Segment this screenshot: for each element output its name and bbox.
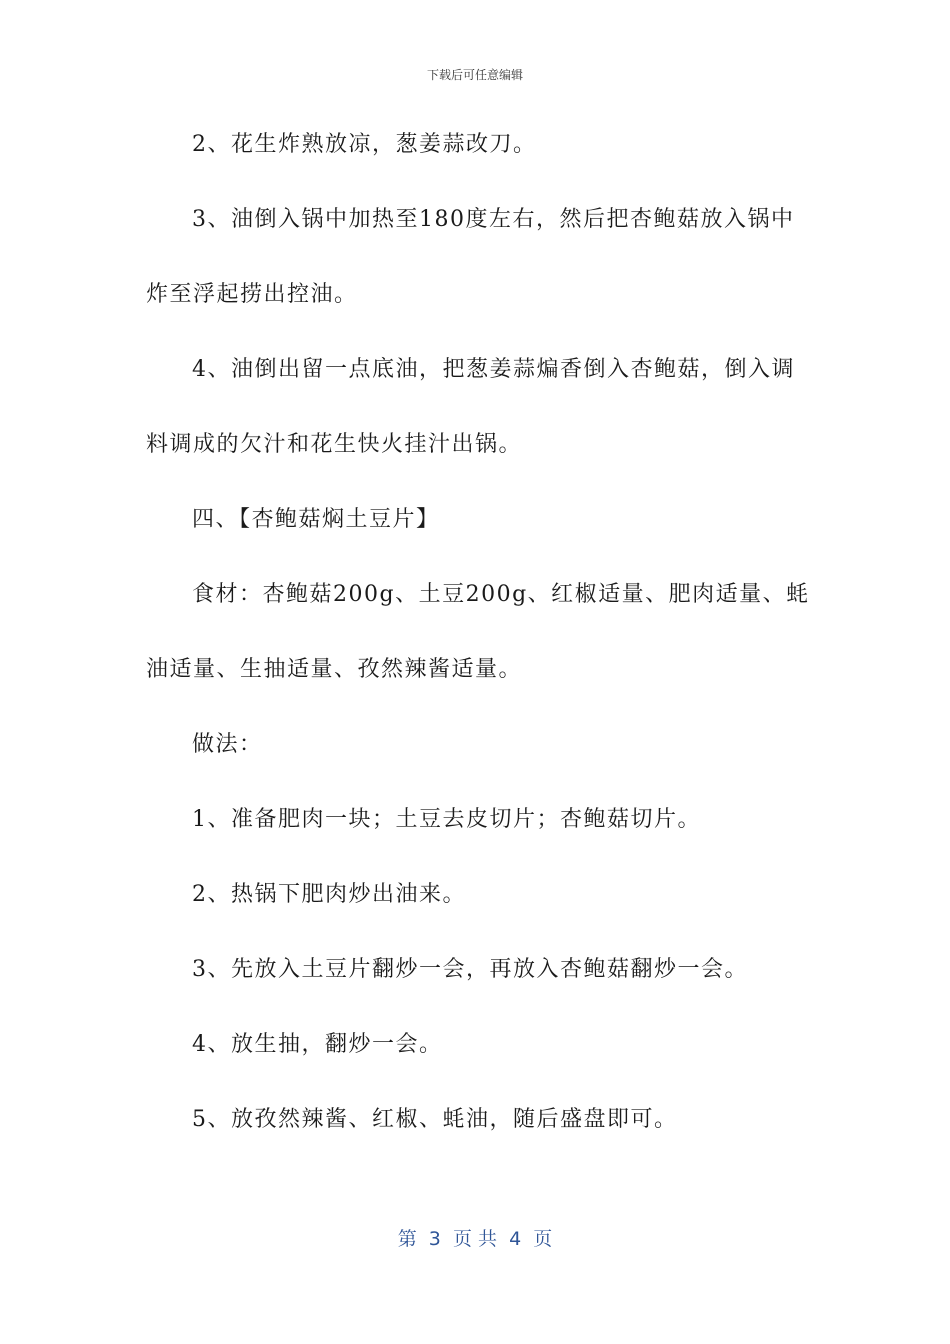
document-body bbox=[146, 126, 810, 1139]
paragraph-step-3-fry-line1: 3、油倒入锅中加热至180度左右，然后把杏鲍菇放入锅中 bbox=[192, 207, 795, 232]
page-header: 下载后可任意编辑 bbox=[426, 68, 523, 82]
section-heading-recipe-4: 四、【杏鲍菇焖土豆片】 bbox=[192, 507, 440, 532]
paragraph-method-step-1: 1、准备肥肉一块；土豆去皮切片；杏鲍菇切片。 bbox=[192, 807, 701, 832]
paragraph-step-4-sauce-line2: 料调成的欠汁和花生快火挂汁出锅。 bbox=[146, 432, 523, 457]
paragraph-ingredients-line2: 油适量、生抽适量、孜然辣酱适量。 bbox=[146, 657, 523, 682]
paragraph-method-label: 做法： bbox=[192, 732, 263, 757]
page-number-footer: 第 3 页 共 4 页 bbox=[397, 1228, 553, 1250]
paragraph-step-3-fry-line2: 炸至浮起捞出控油。 bbox=[146, 282, 358, 307]
paragraph-method-step-2: 2、热锅下肥肉炒出油来。 bbox=[192, 882, 466, 907]
paragraph-method-step-5: 5、放孜然辣酱、红椒、蚝油，随后盛盘即可。 bbox=[192, 1107, 678, 1132]
paragraph-ingredients-line1: 食材：杏鲍菇200g、土豆200g、红椒适量、肥肉适量、蚝 bbox=[192, 582, 810, 607]
paragraph-method-step-3: 3、先放入土豆片翻炒一会，再放入杏鲍菇翻炒一会。 bbox=[192, 957, 748, 982]
paragraph-method-step-4: 4、放生抽，翻炒一会。 bbox=[192, 1032, 443, 1057]
paragraph-step-2-peanuts: 2、花生炸熟放凉，葱姜蒜改刀。 bbox=[192, 132, 537, 157]
paragraph-step-4-sauce-line1: 4、油倒出留一点底油，把葱姜蒜煸香倒入杏鲍菇，倒入调 bbox=[192, 357, 795, 382]
